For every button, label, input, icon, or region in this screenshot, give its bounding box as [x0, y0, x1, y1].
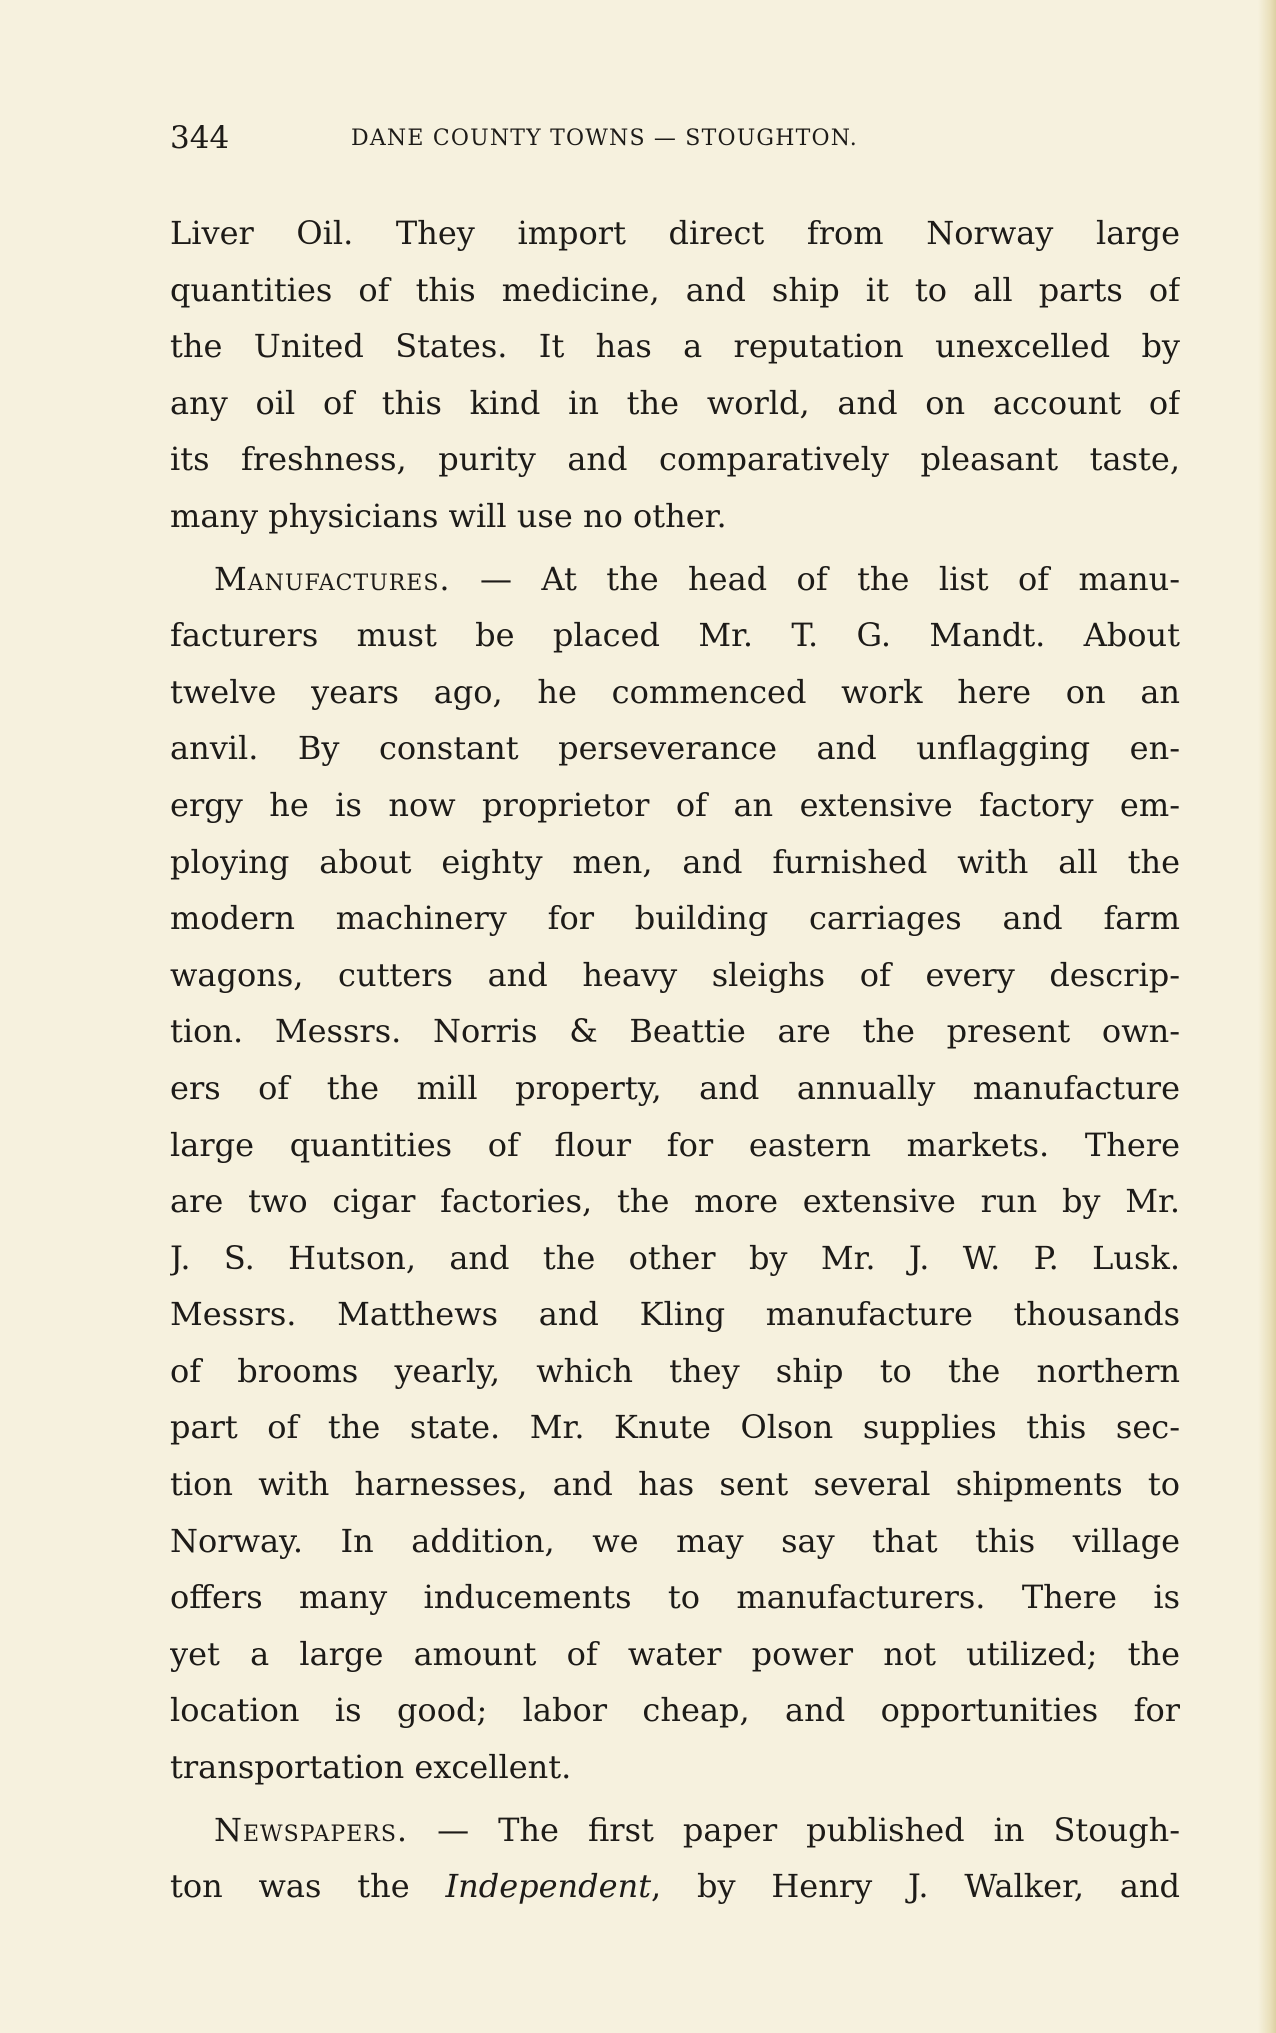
text-line: Liver Oil. They import direct from Norway large: [170, 214, 1180, 252]
text-line: Messrs. Matthews and Kling manufacture thousands: [170, 1295, 1180, 1334]
text-line: its freshness, purity and comparatively pleasant taste,: [170, 440, 1180, 479]
text-line: wagons, cutters and heavy sleighs of every descrip-: [170, 955, 1180, 994]
paragraph-manufactures: [170, 551, 1180, 1796]
page-edge-shadow: [1258, 0, 1276, 2033]
text-line: transportation excellent.: [170, 1748, 572, 1787]
text-line: offers many inducements to manufacturers. There is: [170, 1578, 1180, 1617]
text-line: Norway. In addition, we may say that this village: [170, 1521, 1180, 1560]
body-text: [170, 205, 1180, 1915]
section-heading-newspapers: Newspapers.: [214, 1810, 409, 1849]
newspaper-title: Independent: [445, 1867, 652, 1906]
text-run: — The first paper published in Stough-: [408, 1810, 1180, 1849]
running-head: DANE COUNTY TOWNS — STOUGHTON.: [351, 126, 858, 151]
text-line: ploying about eighty men, and furnished with all the: [170, 842, 1180, 881]
text-line: location is good; labor cheap, and opportunities for: [170, 1691, 1180, 1730]
text-line: [170, 1858, 1180, 1915]
text-line: are two cigar factories, the more extensive run by Mr.: [170, 1182, 1180, 1221]
page-number: 344: [170, 120, 230, 156]
page-header: [170, 118, 1180, 158]
text-line: [170, 1802, 1180, 1859]
paragraph-newspapers: [170, 1802, 1180, 1915]
text-run: ton was the: [170, 1867, 446, 1906]
text-run: — At the head of the list of manu-: [450, 559, 1180, 598]
text-line: yet a large amount of water power not utilized; the: [170, 1634, 1180, 1673]
paragraph-cod-liver-oil: [170, 205, 1180, 545]
text-line: the United States. It has a reputation unexcelled by: [170, 327, 1180, 366]
text-line: twelve years ago, he commenced work here on an: [170, 672, 1180, 711]
text-line: large quantities of flour for eastern markets. There: [170, 1125, 1180, 1164]
text-run: , by Henry J. Walker, and: [651, 1867, 1180, 1906]
text-line: quantities of this medicine, and ship it to all parts of: [170, 270, 1180, 309]
text-line: [170, 551, 1180, 608]
text-line: facturers must be placed Mr. T. G. Mandt. About: [170, 616, 1180, 655]
text-line: of brooms yearly, which they ship to the northern: [170, 1351, 1180, 1390]
text-line: tion with harnesses, and has sent several shipments to: [170, 1465, 1180, 1504]
text-line: part of the state. Mr. Knute Olson supplies this sec-: [170, 1408, 1180, 1447]
text-line: any oil of this kind in the world, and on account of: [170, 383, 1180, 422]
text-line: ergy he is now proprietor of an extensive factory em-: [170, 785, 1180, 824]
text-line: modern machinery for building carriages and farm: [170, 899, 1180, 938]
text-line: J. S. Hutson, and the other by Mr. J. W. P. Lusk.: [170, 1238, 1180, 1277]
text-line: tion. Messrs. Norris & Beattie are the present own-: [170, 1012, 1180, 1051]
section-heading-manufactures: Manufactures.: [214, 559, 451, 598]
text-line: many physicians will use no other.: [170, 496, 727, 535]
text-line: anvil. By constant perseverance and unflagging en-: [170, 729, 1180, 768]
text-line: ers of the mill property, and annually manufacture: [170, 1068, 1180, 1107]
